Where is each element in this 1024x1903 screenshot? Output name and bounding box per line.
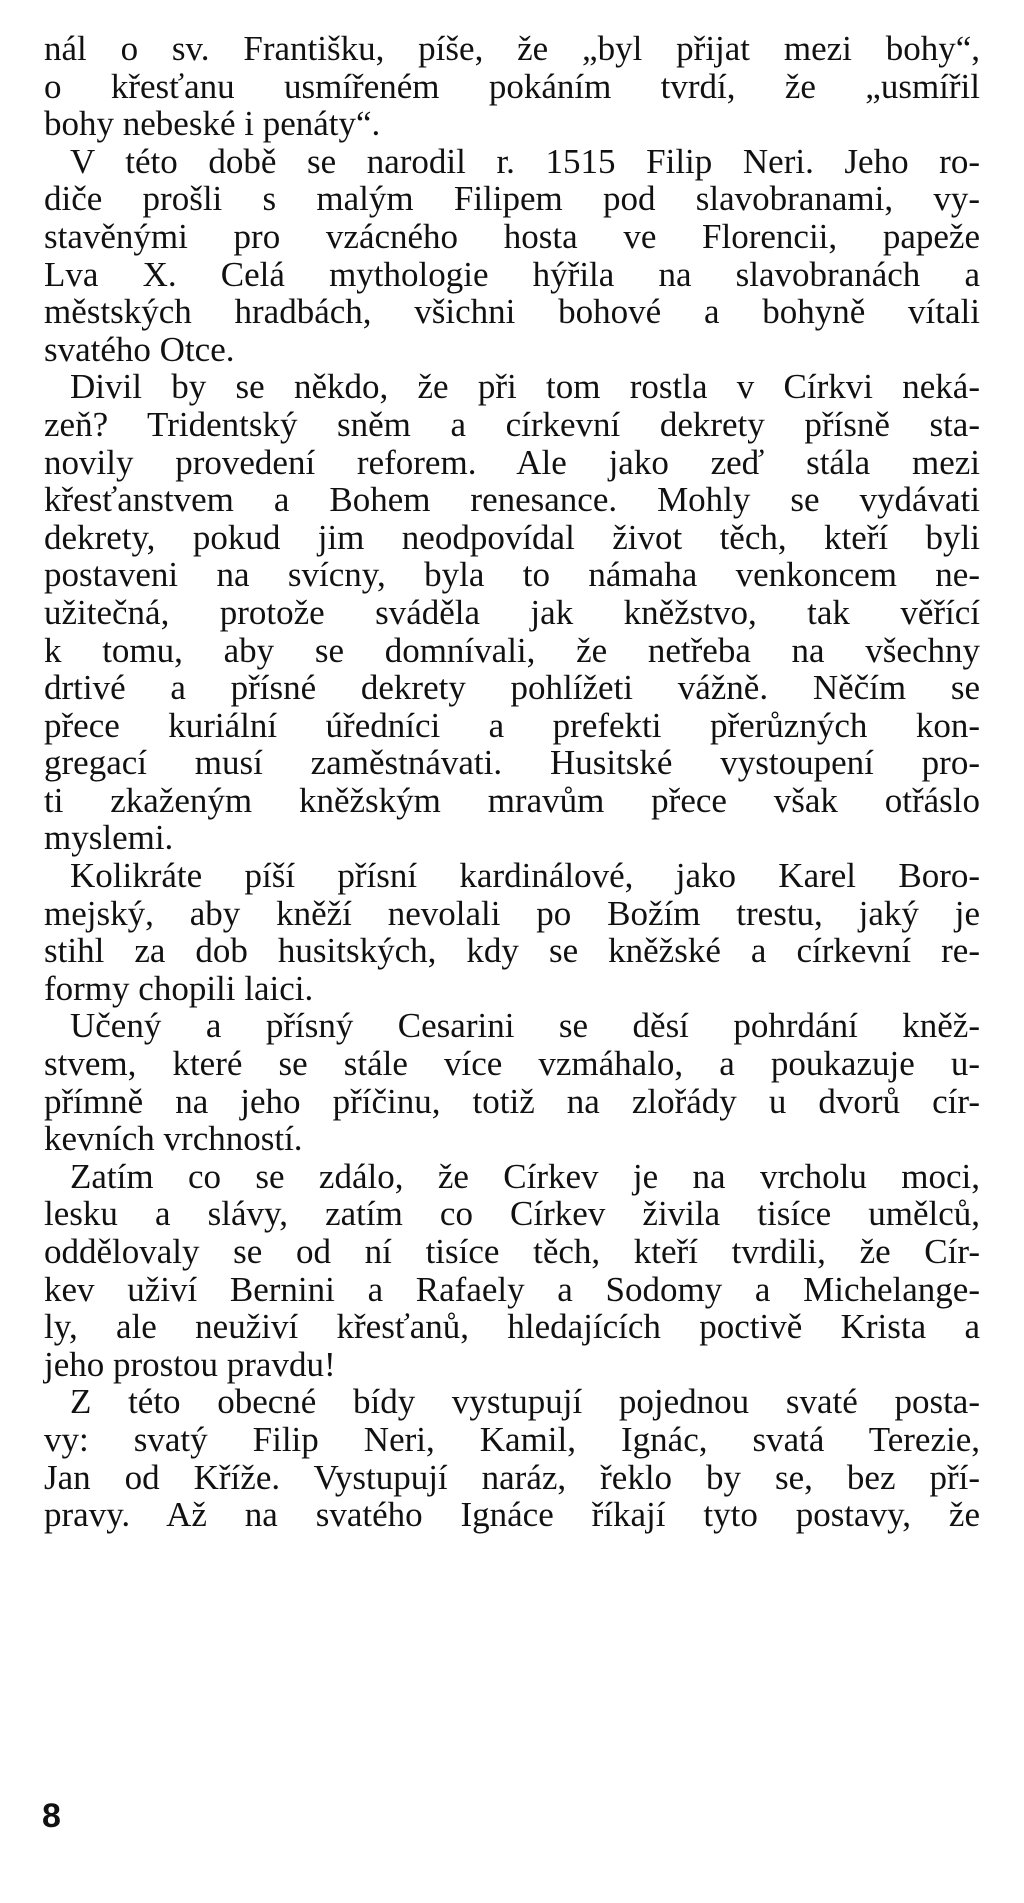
text-line: jeho prostou pravdu! [44, 1344, 336, 1384]
paragraph-7 [44, 1383, 980, 1533]
text-line: nál o sv. Františku, píše, že „byl přijat mezi bohy“, [44, 29, 980, 68]
text-line: Z této obecné bídy vystupují pojednou svaté posta- [70, 1382, 980, 1422]
paragraph-2 [44, 143, 980, 369]
text-line: užitečná, protože sváděla jak kněžstvo, tak věřící [44, 592, 980, 632]
text-line: Lva X. Celá mythologie hýřila na slavobranách a [44, 254, 980, 294]
text-line: diče prošli s malým Filipem pod slavobranami, vy- [44, 179, 980, 219]
text-line: městských hradbách, všichni bohové a bohyně vítali [44, 292, 980, 332]
text-line: gregací musí zaměstnávati. Husitské vystoupení pro- [44, 743, 980, 783]
text-line: Jan od Kříže. Vystupují naráz, řeklo by se, bez pří- [44, 1457, 980, 1497]
text-line: mejský, aby kněží nevolali po Božím trestu, jaký je [44, 893, 980, 933]
text-line: V této době se narodil r. 1515 Filip Neri. Jeho ro- [70, 141, 980, 181]
text-line: stavěnými pro vzácného hosta ve Florencii, papeže [44, 216, 980, 256]
text-line: vy: svatý Filip Neri, Kamil, Ignác, svatá Terezie, [44, 1419, 980, 1459]
text-line: Divil by se někdo, že při tom rostla v Církvi neká- [70, 367, 980, 407]
text-line: Kolikráte píší přísní kardinálové, jako Karel Boro- [70, 856, 980, 896]
text-line: dekrety, pokud jim neodpovídal život těch, kteří byli [44, 517, 980, 557]
text-line: ly, ale neuživí křesťanů, hledajících poctivě Krista a [44, 1307, 980, 1347]
text-line: kev uživí Bernini a Rafaely a Sodomy a Michelange- [44, 1269, 980, 1309]
text-line: Zatím co se zdálo, že Církev je na vrcholu moci, [70, 1156, 980, 1196]
text-line: drtivé a přísné dekrety pohlížeti vážně. Něčím se [44, 668, 980, 708]
text-line: postaveni na svícny, byla to námaha venkoncem ne- [44, 555, 980, 595]
text-line: zeň? Tridentský sněm a církevní dekrety přísně sta- [44, 404, 980, 444]
text-line: formy chopili laici. [44, 968, 314, 1008]
paragraph-1 [44, 30, 980, 143]
text-line: myslemi. [44, 818, 174, 858]
text-line: Učený a přísný Cesarini se děsí pohrdání kněž- [70, 1006, 980, 1046]
text-line: křesťanstvem a Bohem renesance. Mohly se vydávati [44, 480, 980, 520]
text-line: novily provedení reforem. Ale jako zeď stála mezi [44, 442, 980, 482]
text-line: ti zkaženým kněžským mravům přece však otřáslo [44, 780, 980, 820]
text-line: přímně na jeho příčinu, totiž na zlořády u dvorů cír- [44, 1081, 980, 1121]
paragraph-6 [44, 1158, 980, 1384]
text-line: k tomu, aby se domnívali, že netřeba na všechny [44, 630, 980, 670]
text-line: kevních vrchností. [44, 1119, 303, 1159]
text-line: stvem, které se stále více vzmáhalo, a poukazuje u- [44, 1044, 980, 1084]
text-line: bohy nebeské i penáty“. [44, 104, 381, 144]
paragraph-3 [44, 368, 980, 857]
page-number: 8 [42, 1797, 61, 1835]
text-line: oddělovaly se od ní tisíce těch, kteří tvrdili, že Cír- [44, 1232, 980, 1271]
text-line: lesku a slávy, zatím co Církev živila tisíce umělců, [44, 1194, 980, 1234]
text-line: přece kuriální úředníci a prefekti přerůzných kon- [44, 705, 980, 745]
text-line: svatého Otce. [44, 329, 235, 369]
text-line: pravy. Až na svatého Ignáce říkají tyto postavy, že [44, 1495, 980, 1535]
text-line: stihl za dob husitských, kdy se kněžské a církevní re- [44, 931, 980, 971]
paragraph-4 [44, 857, 980, 1007]
text-line: o křesťanu usmířeném pokáním tvrdí, že „usmířil [44, 66, 980, 106]
page-body [44, 30, 980, 1534]
paragraph-5 [44, 1007, 980, 1157]
